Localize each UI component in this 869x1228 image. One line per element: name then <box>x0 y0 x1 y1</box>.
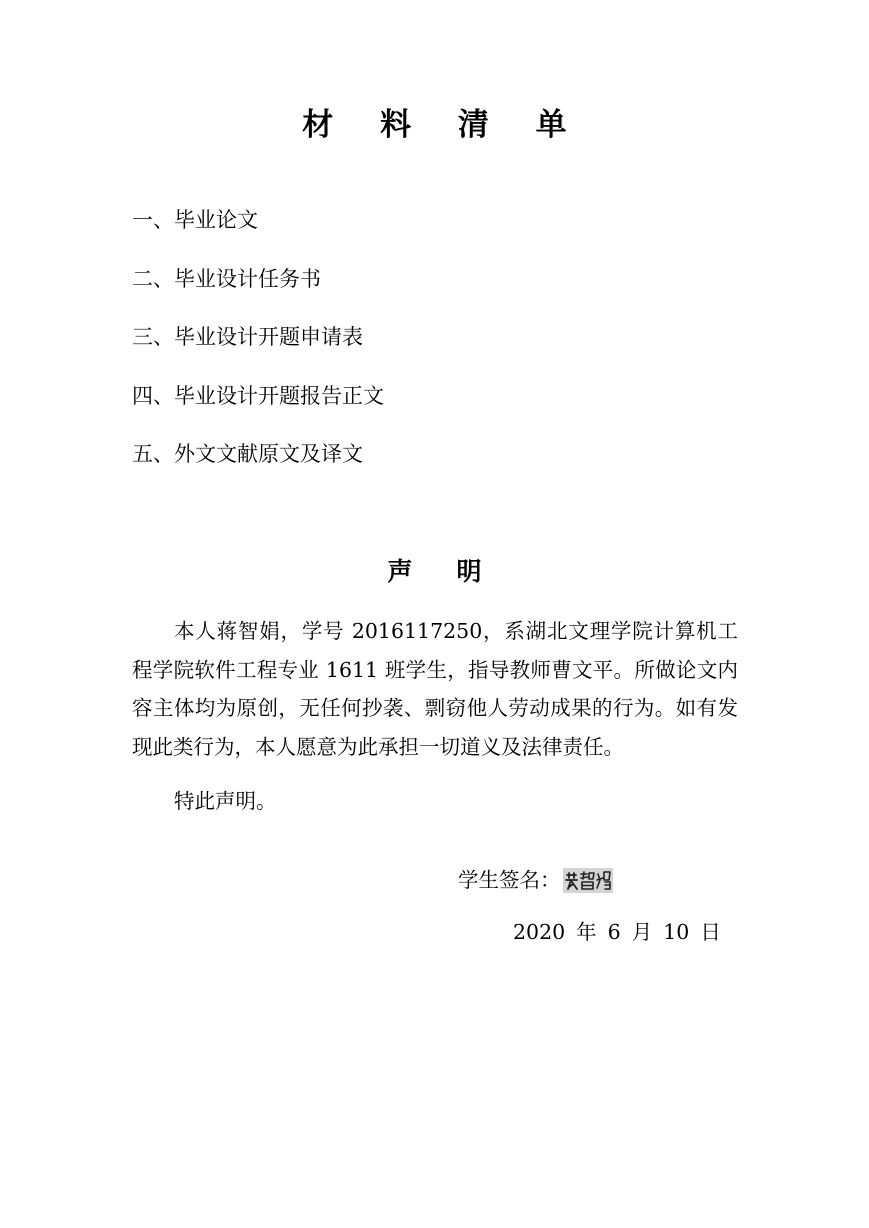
declaration-body: 本人蒋智娟，学号 2016117250，系湖北文理学院计算机工程学院软件工程专业 1611 班学生，指导教师曹文平。所做论文内容主体均为原创，无任何抄袭、剽窃他人劳动成果的行为。如有发现此类行为，本人愿意为此承担一切道义及法律责任。 <box>132 619 738 759</box>
date-year: 2020 <box>513 920 566 944</box>
materials-item: 五、外文文献原文及译文 <box>132 442 363 466</box>
signature-scribble-icon <box>563 868 613 893</box>
signature-label: 学生签名： <box>458 868 561 892</box>
date-month-unit: 月 <box>631 920 653 944</box>
date-day: 10 <box>663 920 690 944</box>
declaration-title-char: 明 <box>456 557 482 586</box>
materials-title: 材 料 清 单 <box>302 107 585 143</box>
materials-list <box>132 200 384 493</box>
date-day-unit: 日 <box>700 920 721 944</box>
handwritten-signature <box>563 868 613 893</box>
materials-item: 一、毕业论文 <box>132 208 258 232</box>
materials-item: 四、毕业设计开题报告正文 <box>132 383 384 408</box>
declaration-title <box>0 550 869 594</box>
date-month: 6 <box>607 920 621 944</box>
signature-row <box>458 862 613 898</box>
declaration-closing: 特此声明。 <box>174 789 277 813</box>
materials-item: 三、毕业设计开题申请表 <box>132 325 363 349</box>
date-row <box>513 914 721 950</box>
date-year-unit: 年 <box>576 920 597 944</box>
materials-item: 二、毕业设计任务书 <box>132 266 321 291</box>
declaration-title-char: 声 <box>387 557 413 586</box>
